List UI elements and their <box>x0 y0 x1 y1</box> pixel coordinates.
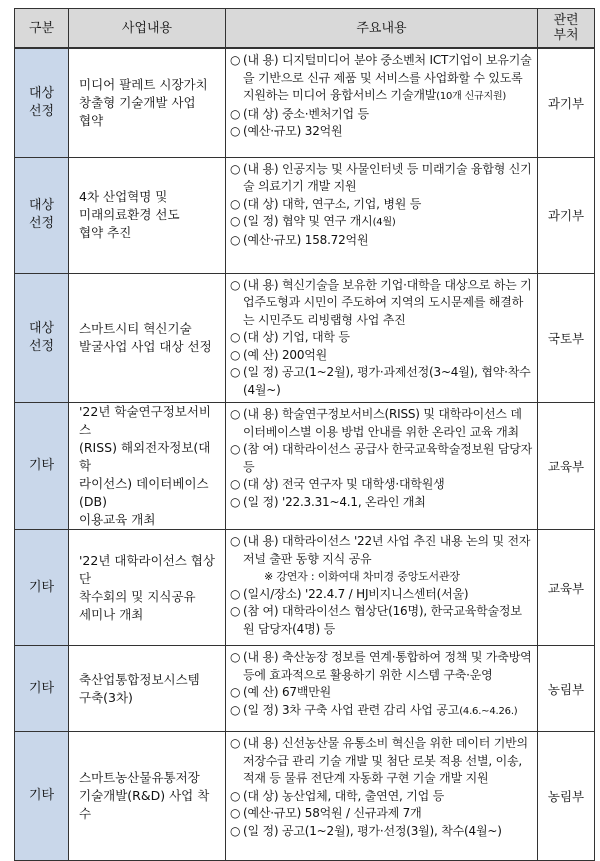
business-text: 협약 <box>79 112 104 128</box>
bullet-icon: ○ <box>230 407 241 421</box>
table-header-row <box>15 9 595 49</box>
dept-cell: 교육부 <box>538 403 595 530</box>
category-label: 기타 <box>28 680 55 696</box>
details-text-main: (대 상) 대학, 연구소, 기업, 병원 등 <box>243 196 422 211</box>
bullet-icon: ○ <box>230 365 241 379</box>
details-text-main: (내 용) 신선농산물 유통소비 혁신을 위한 데이터 기반의 저장수급 관리 기술 개발 및 첨단 로봇 적용 선별, 이송, 적재 등 물류 전단계 자동화 구현 기술 개발 지원 <box>243 736 528 785</box>
details-item <box>230 735 533 788</box>
bullet-icon: ○ <box>230 53 241 67</box>
dept-cell: 과기부 <box>538 157 595 273</box>
bullet-icon: ○ <box>230 196 241 211</box>
category-cell <box>15 646 69 732</box>
business-text: '22년 대학라이선스 협상단 <box>79 552 215 586</box>
details-text <box>243 161 533 196</box>
details-text <box>243 649 533 684</box>
bullet-icon: ○ <box>230 330 241 344</box>
category-label: 기타 <box>28 788 55 803</box>
bullet-icon: ○ <box>230 106 241 121</box>
details-text <box>243 277 533 330</box>
details-text <box>243 106 533 124</box>
table-row <box>15 48 595 157</box>
details-item <box>230 213 533 232</box>
details-text <box>243 702 533 721</box>
business-text: 창출형 기술개발 사업 <box>79 94 196 110</box>
business-text: 4차 산업혁명 및 <box>79 189 168 204</box>
dept-cell: 농림부 <box>538 646 595 732</box>
bullet-icon: ○ <box>230 214 241 228</box>
details-cell <box>226 646 538 732</box>
category-cell <box>15 273 69 403</box>
category-label: 선정 <box>28 103 55 119</box>
business-cell <box>69 157 226 273</box>
details-text-main: (대 상) 전국 연구자 및 대학생·대학원생 <box>243 477 445 491</box>
header-details: 주요내용 <box>226 9 538 49</box>
business-text: 미래의료환경 선도 <box>79 207 180 222</box>
category-cell <box>15 157 69 273</box>
details-item <box>230 533 533 568</box>
details-item <box>230 364 533 399</box>
bullet-icon: ○ <box>230 477 241 491</box>
details-text <box>243 232 533 250</box>
business-text: 발굴사업 사업 대상 선정 <box>79 338 212 354</box>
business-text: 이용교육 개최 <box>79 512 156 527</box>
details-text <box>243 347 533 365</box>
details-cell <box>226 403 538 530</box>
details-text-main: (대 상) 기업, 대학 등 <box>243 330 350 344</box>
details-item <box>230 441 533 476</box>
details-text-small: (4.6.~4.26.) <box>459 705 518 717</box>
business-cell <box>69 273 226 403</box>
details-text <box>243 603 533 638</box>
details-text-main: (내 용) 대학라이선스 '22년 사업 추진 내용 논의 및 전자저널 출판 동향 지식 공유 <box>243 534 531 566</box>
details-text-main: (예산·규모) 32억원 <box>243 124 343 138</box>
category-label: 기타 <box>28 458 55 473</box>
details-item <box>230 347 533 365</box>
details-item <box>230 123 533 141</box>
details-item <box>230 805 533 823</box>
business-cell <box>69 732 226 861</box>
details-text <box>243 123 533 141</box>
details-text <box>243 364 533 399</box>
bullet-icon: ○ <box>230 494 241 509</box>
details-text-main: (내 용) 인공지능 및 사물인터넷 등 미래기술 융합형 신기술 의료기기 개발 지원 <box>243 161 532 193</box>
header-dept: 관련 부처 <box>538 9 595 49</box>
table-row <box>15 530 595 646</box>
bullet-icon: ○ <box>230 788 241 803</box>
document-page <box>14 8 594 861</box>
details-text-main: (일시/장소) '22.4.7 / HJ비지니스센터(서울) <box>243 586 469 601</box>
details-item <box>230 702 533 721</box>
details-cell <box>226 157 538 273</box>
details-item <box>230 52 533 106</box>
header-business: 사업내용 <box>69 9 226 49</box>
business-cell <box>69 646 226 732</box>
details-text-main: (내 용) 혁신기술을 보유한 기업·대학을 대상으로 하는 기업주도형과 시민이 주도하여 지역의 도시문제를 해결하는 시민주도 리빙랩형 사업 추진 <box>243 277 532 327</box>
bullet-icon: ○ <box>230 702 241 717</box>
details-text-main: (일 정) '22.3.31~4.1, 온라인 개최 <box>243 494 426 509</box>
details-text-main: (예 산) 200억원 <box>243 347 328 362</box>
table-row <box>15 646 595 732</box>
category-cell <box>15 732 69 861</box>
category-label: 대상 <box>28 320 55 336</box>
business-table <box>14 8 595 861</box>
bullet-icon: ○ <box>230 604 241 618</box>
details-item <box>230 823 533 841</box>
details-text-main: (내 용) 축산농장 정보를 연계·통합하여 정책 및 가축방역 등에 효과적으로 활용하기 위한 시스템 구축·운영 <box>243 650 532 682</box>
category-label: 대상 <box>28 85 55 101</box>
details-text <box>243 586 533 604</box>
details-text-small: (4월) <box>372 217 396 228</box>
details-text-main: (일 정) 공고(1~2월), 평가·과제선정(3~4월), 협약·착수(4월~) <box>243 365 531 397</box>
details-item <box>230 196 533 214</box>
business-cell <box>69 403 226 530</box>
business-text: 축산업통합정보시스템 <box>79 671 200 687</box>
bullet-icon: ○ <box>230 161 241 176</box>
details-text <box>243 684 533 702</box>
category-cell <box>15 530 69 646</box>
business-text: '22년 학술연구정보서비스 <box>79 404 211 437</box>
bullet-icon: ○ <box>230 124 241 138</box>
details-item <box>230 494 533 512</box>
category-label: 선정 <box>28 216 55 231</box>
details-item <box>230 649 533 684</box>
details-item <box>230 603 533 638</box>
bullet-icon: ○ <box>230 347 241 362</box>
business-text: 기술개발(R&D) 사업 착수 <box>79 788 210 821</box>
business-cell <box>69 530 226 646</box>
business-text: 세미나 개최 <box>79 606 144 622</box>
category-cell <box>15 403 69 530</box>
details-text <box>243 735 533 788</box>
business-text: 스마트시티 혁신기술 <box>79 320 192 336</box>
header-category: 구분 <box>15 9 69 49</box>
bullet-icon: ○ <box>230 534 241 548</box>
details-text <box>243 494 533 512</box>
business-text: 착수회의 및 지식공유 <box>79 588 196 604</box>
details-item <box>230 684 533 702</box>
details-cell <box>226 48 538 157</box>
business-cell <box>69 48 226 157</box>
details-text-main: (예 산) 67백만원 <box>243 685 332 699</box>
category-label: 기타 <box>28 579 55 595</box>
details-text <box>243 533 533 568</box>
details-item <box>230 788 533 806</box>
details-text-main: (일 정) 협약 및 연구 개시 <box>243 214 373 228</box>
details-text-main: (참 여) 대학라이선스 공급사 한국교육학술정보원 담당자 등 <box>243 442 533 474</box>
details-text <box>243 441 533 476</box>
details-text-main: (예산·규모) 158.72억원 <box>243 232 369 247</box>
table-body <box>15 48 595 861</box>
details-item <box>230 161 533 196</box>
details-text-main: (내 용) 학술연구정보서비스(RISS) 및 대학라이선스 데이터베이스별 이용 방법 안내를 위한 온라인 교육 개최 <box>243 407 522 439</box>
category-label: 대상 <box>28 198 55 213</box>
details-text <box>243 805 533 823</box>
details-cell <box>226 732 538 861</box>
details-text <box>243 476 533 494</box>
details-text <box>243 52 533 106</box>
details-text-small: (10개 신규지원) <box>436 91 507 102</box>
business-text: (RISS) 해외전자정보(대학 <box>79 440 211 473</box>
bullet-icon: ○ <box>230 586 241 601</box>
dept-cell: 농림부 <box>538 732 595 861</box>
details-item <box>230 106 533 124</box>
dept-cell: 국토부 <box>538 273 595 403</box>
details-cell <box>226 273 538 403</box>
details-text-main: (내 용) 디지털미디어 분야 중소벤처 ICT기업이 보유기술을 기반으로 신규 제품 및 서비스를 사업화할 수 있도록 지원하는 미디어 융합서비스 기술개발 <box>243 53 532 102</box>
details-item <box>230 329 533 347</box>
details-cell <box>226 530 538 646</box>
business-text: 구축(3차) <box>79 689 133 705</box>
details-note: ※ 강연자 : 이화여대 차미경 중앙도서관장 <box>264 570 460 583</box>
details-text-main: (예산·규모) 58억원 / 신규과제 7개 <box>243 806 422 820</box>
details-text-main: (대 상) 중소·벤처기업 등 <box>243 106 369 121</box>
details-text <box>243 196 533 214</box>
business-text: 라이선스) 데이터베이스(DB) <box>79 476 209 509</box>
details-item <box>230 406 533 441</box>
bullet-icon: ○ <box>230 806 241 820</box>
details-item <box>230 586 533 604</box>
table-row <box>15 273 595 403</box>
bullet-icon: ○ <box>230 736 241 750</box>
bullet-icon: ○ <box>230 823 241 838</box>
details-text <box>243 823 533 841</box>
details-item <box>230 277 533 330</box>
table-row <box>15 732 595 861</box>
details-item <box>230 476 533 494</box>
dept-cell: 과기부 <box>538 48 595 157</box>
category-label: 선정 <box>28 338 55 354</box>
details-text <box>243 213 533 232</box>
details-text-main: (일 정) 3차 구축 사업 관련 감리 사업 공고 <box>243 702 460 717</box>
details-text <box>243 406 533 441</box>
dept-cell: 교육부 <box>538 530 595 646</box>
details-text-main: (대 상) 농산업체, 대학, 출연연, 기업 등 <box>243 788 444 803</box>
bullet-icon: ○ <box>230 232 241 247</box>
business-text: 미디어 팔레트 시장가치 <box>79 76 208 92</box>
category-cell <box>15 48 69 157</box>
details-text <box>243 788 533 806</box>
details-text-main: (일 정) 공고(1~2월), 평가·선정(3월), 착수(4월~) <box>243 823 502 838</box>
details-text <box>243 329 533 347</box>
business-text: 스마트농산물유통저장 <box>79 770 200 785</box>
bullet-icon: ○ <box>230 650 241 664</box>
table-row <box>15 403 595 530</box>
details-item <box>230 232 533 250</box>
bullet-icon: ○ <box>230 685 241 699</box>
table-row <box>15 157 595 273</box>
business-text: 협약 추진 <box>79 225 132 240</box>
bullet-icon: ○ <box>230 442 241 456</box>
details-text-main: (참 여) 대학라이선스 협상단(16명), 한국교육학술정보원 담당자(4명) 등 <box>243 604 522 636</box>
bullet-icon: ○ <box>230 277 241 292</box>
